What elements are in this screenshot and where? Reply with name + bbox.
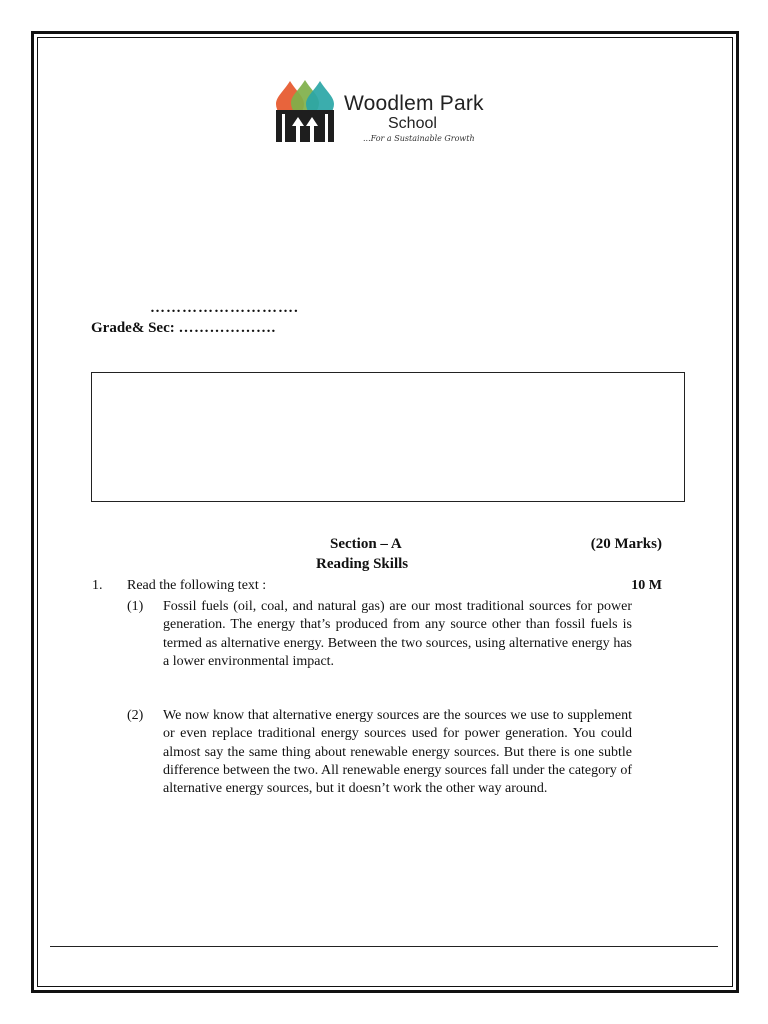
subsection-title: Reading Skills bbox=[316, 556, 409, 572]
question-marks: 10 M bbox=[631, 578, 662, 593]
name-blank: ………………………. bbox=[150, 300, 299, 316]
instructions-box bbox=[91, 372, 685, 502]
passage-text: Fossil fuels (oil, coal, and natural gas) are our most traditional sources for power generation. The energy that’s produced from any source other than fossil fuels is termed as alternative energy. Between the two sources, using alternative energy has a lower environmental impact. bbox=[163, 599, 632, 669]
school-subname: School bbox=[388, 115, 437, 132]
footer-divider bbox=[50, 946, 718, 947]
grade-section-line bbox=[91, 320, 276, 337]
passage-number: (2) bbox=[127, 708, 144, 723]
passage-2 bbox=[127, 707, 632, 798]
question-prompt: Read the following text : bbox=[127, 578, 267, 593]
passage-number: (1) bbox=[127, 599, 144, 614]
section-marks: (20 Marks) bbox=[590, 536, 662, 552]
grade-label: Grade& Sec: bbox=[91, 320, 179, 336]
school-logo bbox=[274, 76, 504, 150]
school-tagline: ...For a Sustainable Growth bbox=[363, 134, 475, 143]
page-border-inner bbox=[37, 37, 733, 987]
school-name: Woodlem Park bbox=[344, 92, 484, 115]
passage-1 bbox=[127, 598, 632, 671]
section-title: Section – A bbox=[330, 536, 402, 552]
logo-drops-icon bbox=[274, 76, 336, 144]
passage-text: We now know that alternative energy sources are the sources we use to supplement or even replace traditional energy sources used for power generation. You could almost say the same thing about renewable energy sources. But there is one subtle difference between the two. All renewable energy sources fall under the category of alternative energy sources, but it doesn’t work the other way around. bbox=[163, 708, 632, 797]
grade-blank: ………………. bbox=[178, 320, 276, 336]
question-number: 1. bbox=[92, 578, 103, 593]
